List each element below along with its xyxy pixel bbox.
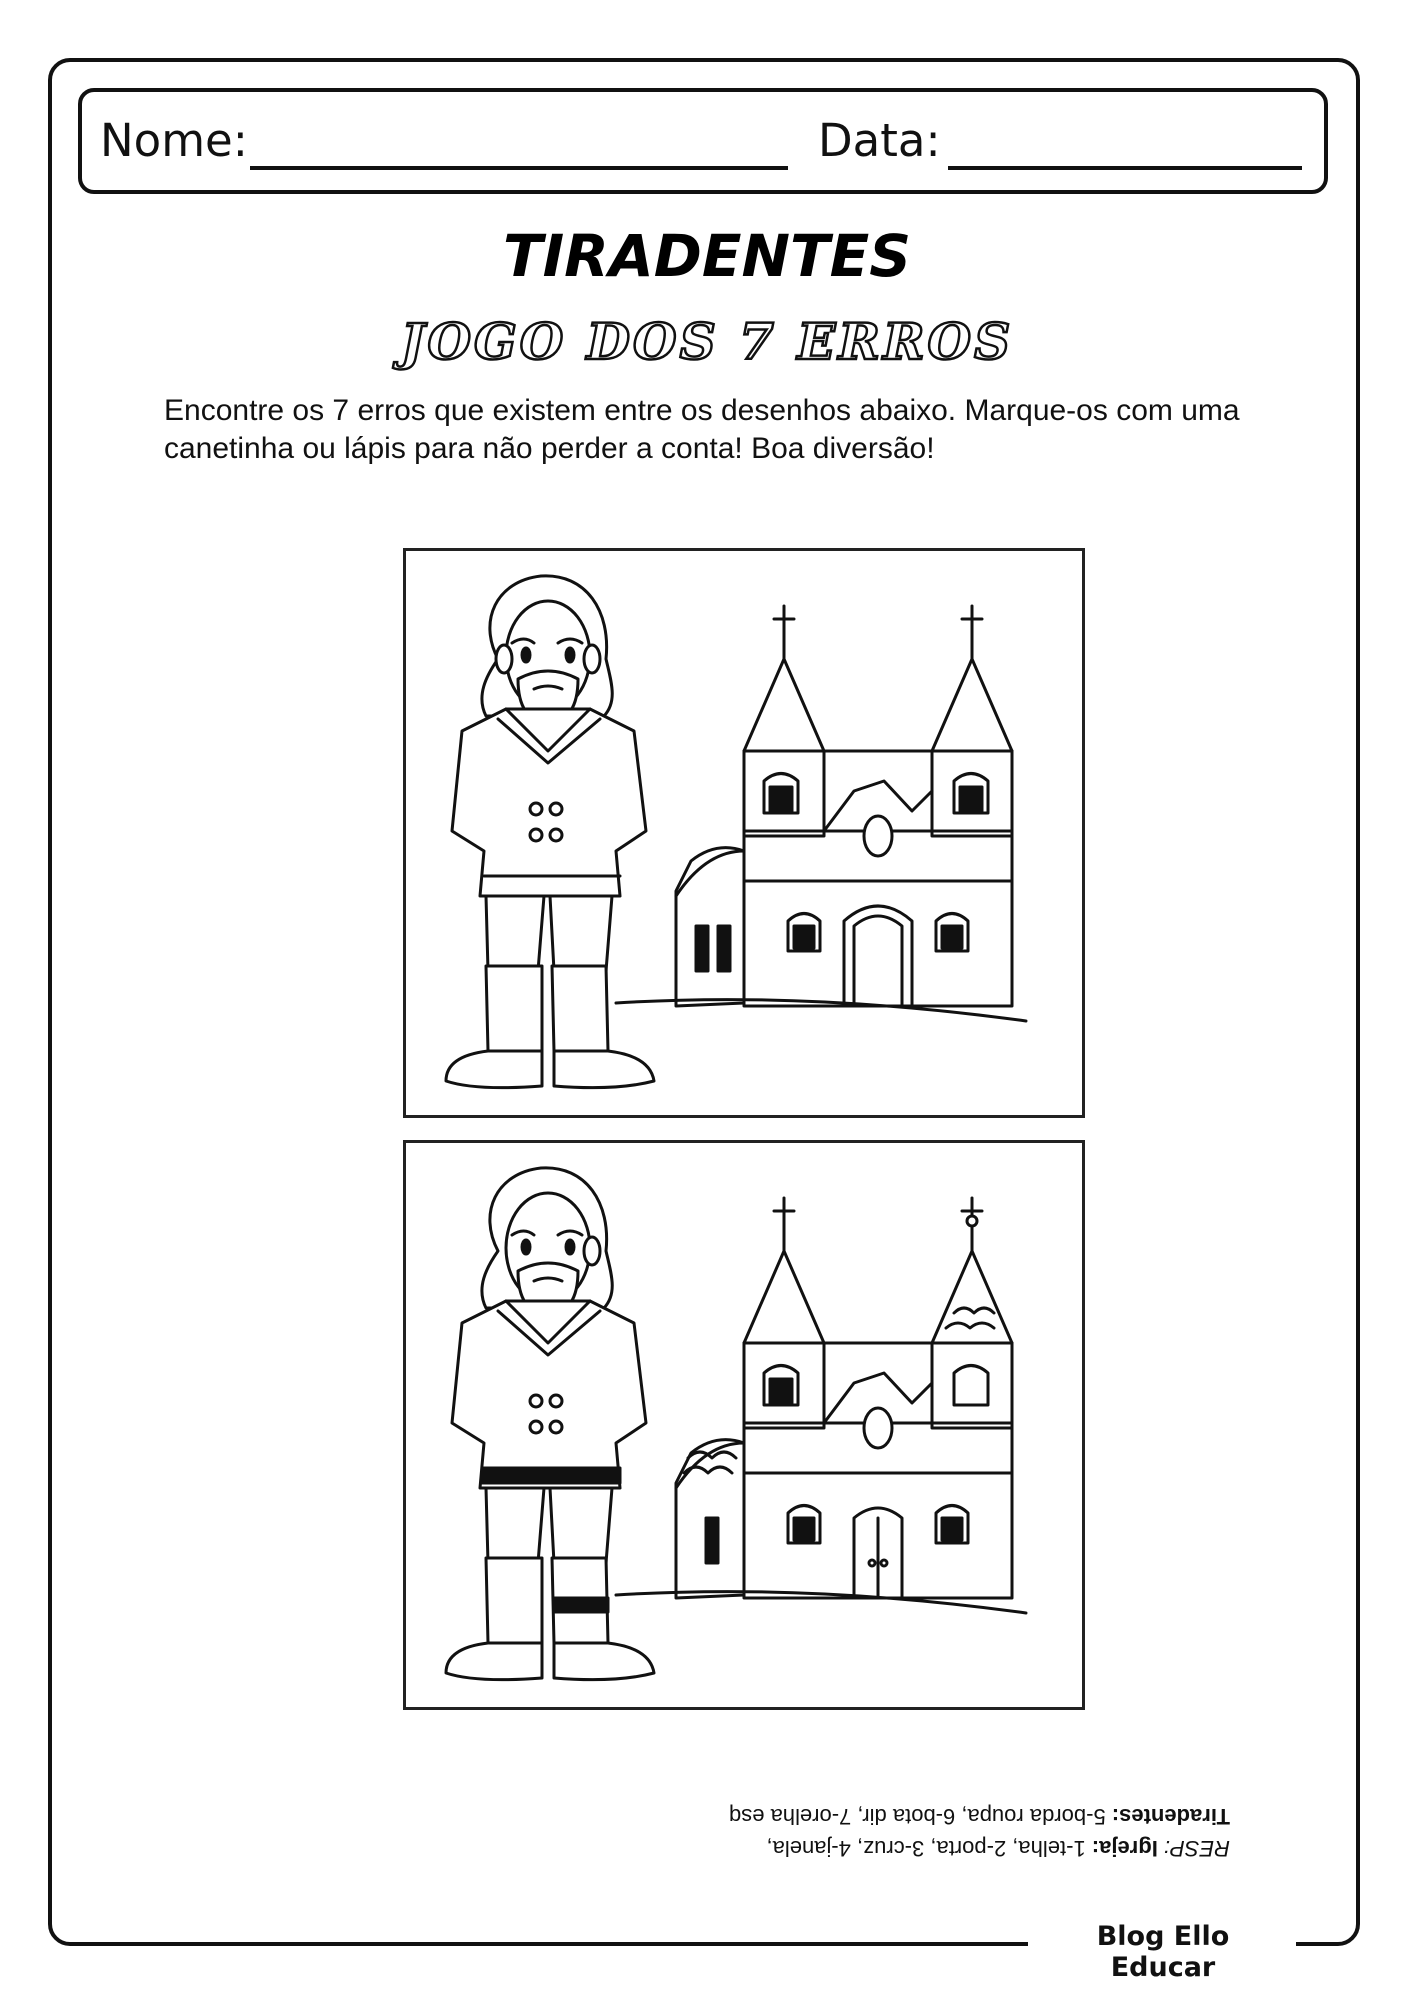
scene-modified-drawing bbox=[406, 1143, 1082, 1707]
answer-person-text: 5-borda roupa, 6-bota dir, 7-orelha esq bbox=[729, 1804, 1106, 1829]
answer-prefix: RESP: bbox=[1163, 1836, 1230, 1861]
answer-row-person bbox=[500, 1800, 1230, 1832]
tiradentes-figure bbox=[446, 576, 654, 1088]
church-figure bbox=[616, 1198, 1026, 1613]
answer-person-label: Tiradentes: bbox=[1111, 1804, 1230, 1829]
scene-original bbox=[403, 548, 1085, 1118]
church-figure bbox=[616, 606, 1026, 1021]
tiradentes-figure bbox=[446, 1168, 654, 1680]
answer-church-text: 1-telha, 2-porta, 3-cruz, 4-janela, bbox=[766, 1836, 1086, 1861]
scene-original-drawing bbox=[406, 551, 1082, 1115]
instructions-text: Encontre os 7 erros que existem entre os desenhos abaixo. Marque-os com uma canetinha ou lápis para não perder a conta! Boa diversão! bbox=[164, 394, 1240, 465]
answer-church-label: Igreja: bbox=[1091, 1836, 1158, 1861]
header-box bbox=[78, 88, 1328, 194]
answer-row-church bbox=[500, 1832, 1230, 1864]
scene-modified bbox=[403, 1140, 1085, 1710]
page-subtitle: JOGO DOS 7 ERROS bbox=[400, 312, 1014, 371]
name-label: Nome: bbox=[100, 114, 248, 167]
footer-credit: Blog Ello Educar bbox=[1096, 1921, 1230, 1983]
answer-key bbox=[500, 1800, 1230, 1864]
date-field-line[interactable] bbox=[948, 166, 1302, 170]
page-title: TIRADENTES bbox=[503, 222, 911, 290]
name-field-line[interactable] bbox=[250, 166, 788, 170]
date-label: Data: bbox=[818, 114, 941, 167]
